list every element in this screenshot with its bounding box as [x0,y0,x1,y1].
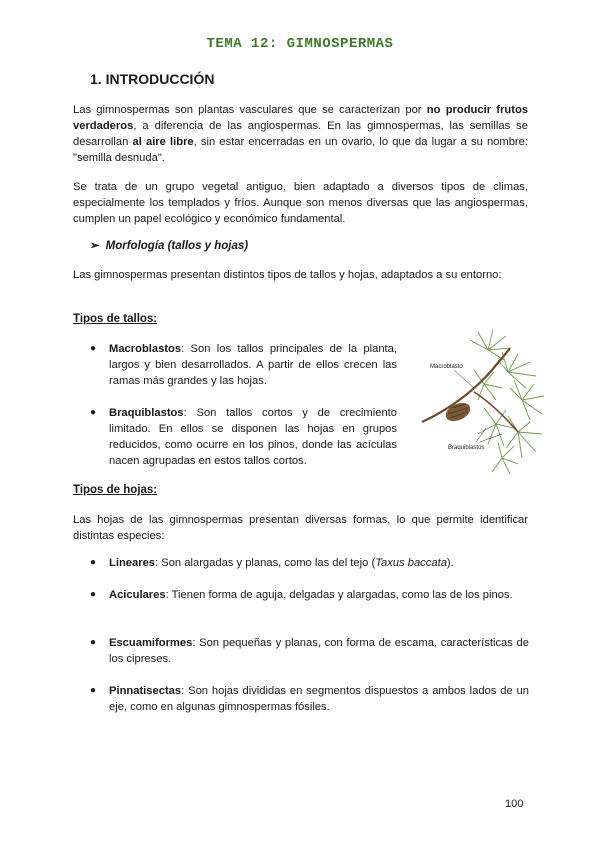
morfologia-heading: ➢ Morfología (tallos y hojas) [90,240,249,252]
hojas-heading: Tipos de hojas: [73,484,158,496]
morfologia-intro: Las gimnospermas presentan distintos tipos de tallos y hojas, adaptados a su entorno: [73,269,502,281]
leader-line-braquiblasto-1 [476,428,486,442]
label-braquiblastos: Braquiblastos [448,445,485,451]
bullet-icon: ● [90,557,97,568]
list-item-escuamiformes: ● Escuamiformes: Son pequeñas y planas, con forma de escama, características de los cipreses. [90,637,529,665]
page-title: TEMA 12: GIMNOSPERMAS [206,36,394,52]
list-item-lineares: ● Lineares: Son alargadas y planas, como las del tejo (Taxus baccata). [90,557,454,569]
tallos-heading: Tipos de tallos: [73,313,158,325]
bullet-icon: ● [90,589,97,600]
bullet-icon: ● [90,343,97,354]
list-item-braquiblastos: ● Braquiblastos: Son tallos cortos y de crecimiento limitado. En ellos se disponen las hojas en grupos reducidos, como ocurre en los pinos, donde las acículas nacen agrupadas en estos tallos cortos. [90,407,397,467]
side-branch [474,392,518,432]
pine-cone [443,399,473,424]
list-item-pinnatisectas: ● Pinnatisectas: Son hojas divididas en segmentos dispuestos a ambos lados de un eje, como en algunas gimnospermas fósiles. [90,685,529,713]
bullet-icon: ● [90,637,97,648]
bullet-icon: ● [90,407,97,418]
list-item-macroblastos: ● Macroblastos: Son los tallos principales de la planta, largos y bien desarrollados. A partir de ellos crecen las ramas más grandes y las hojas. [90,343,397,387]
intro-paragraph-1: Las gimnospermas son plantas vasculares que se caracterizan por no producir frutos verdaderos, a diferencia de las angiospermas. En las gimnospermas, las semillas se desarrollan al aire libre, sin estar encerradas en un ovario, lo que da lugar a su nombre: "semilla desnuda". [73,104,529,164]
leader-line-macroblasto [454,370,474,388]
section-heading: 1. INTRODUCCIÓN [90,71,215,87]
pine-branch-illustration [418,330,546,475]
label-macroblasto: Macroblasto [430,364,463,370]
arrow-bullet-icon: ➢ [90,240,100,252]
intro-paragraph-2: Se trata de un grupo vegetal antiguo, bien adaptado a diversos tipos de climas, especialmente los templados y fríos. Aunque son menos diversas que las angiospermas, cumplen un papel ecológico y económico fundamental. [73,181,528,225]
hojas-intro: Las hojas de las gimnospermas presentan diversas formas, lo que permite identificar distintas especies: [73,514,528,542]
page-number: 100 [505,798,524,810]
bullet-icon: ● [90,685,97,696]
leader-line-braquiblasto-2 [480,434,502,442]
list-item-aciculares: ● Aciculares: Tienen forma de aguja, delgadas y alargadas, como las de los pinos. [90,589,513,601]
